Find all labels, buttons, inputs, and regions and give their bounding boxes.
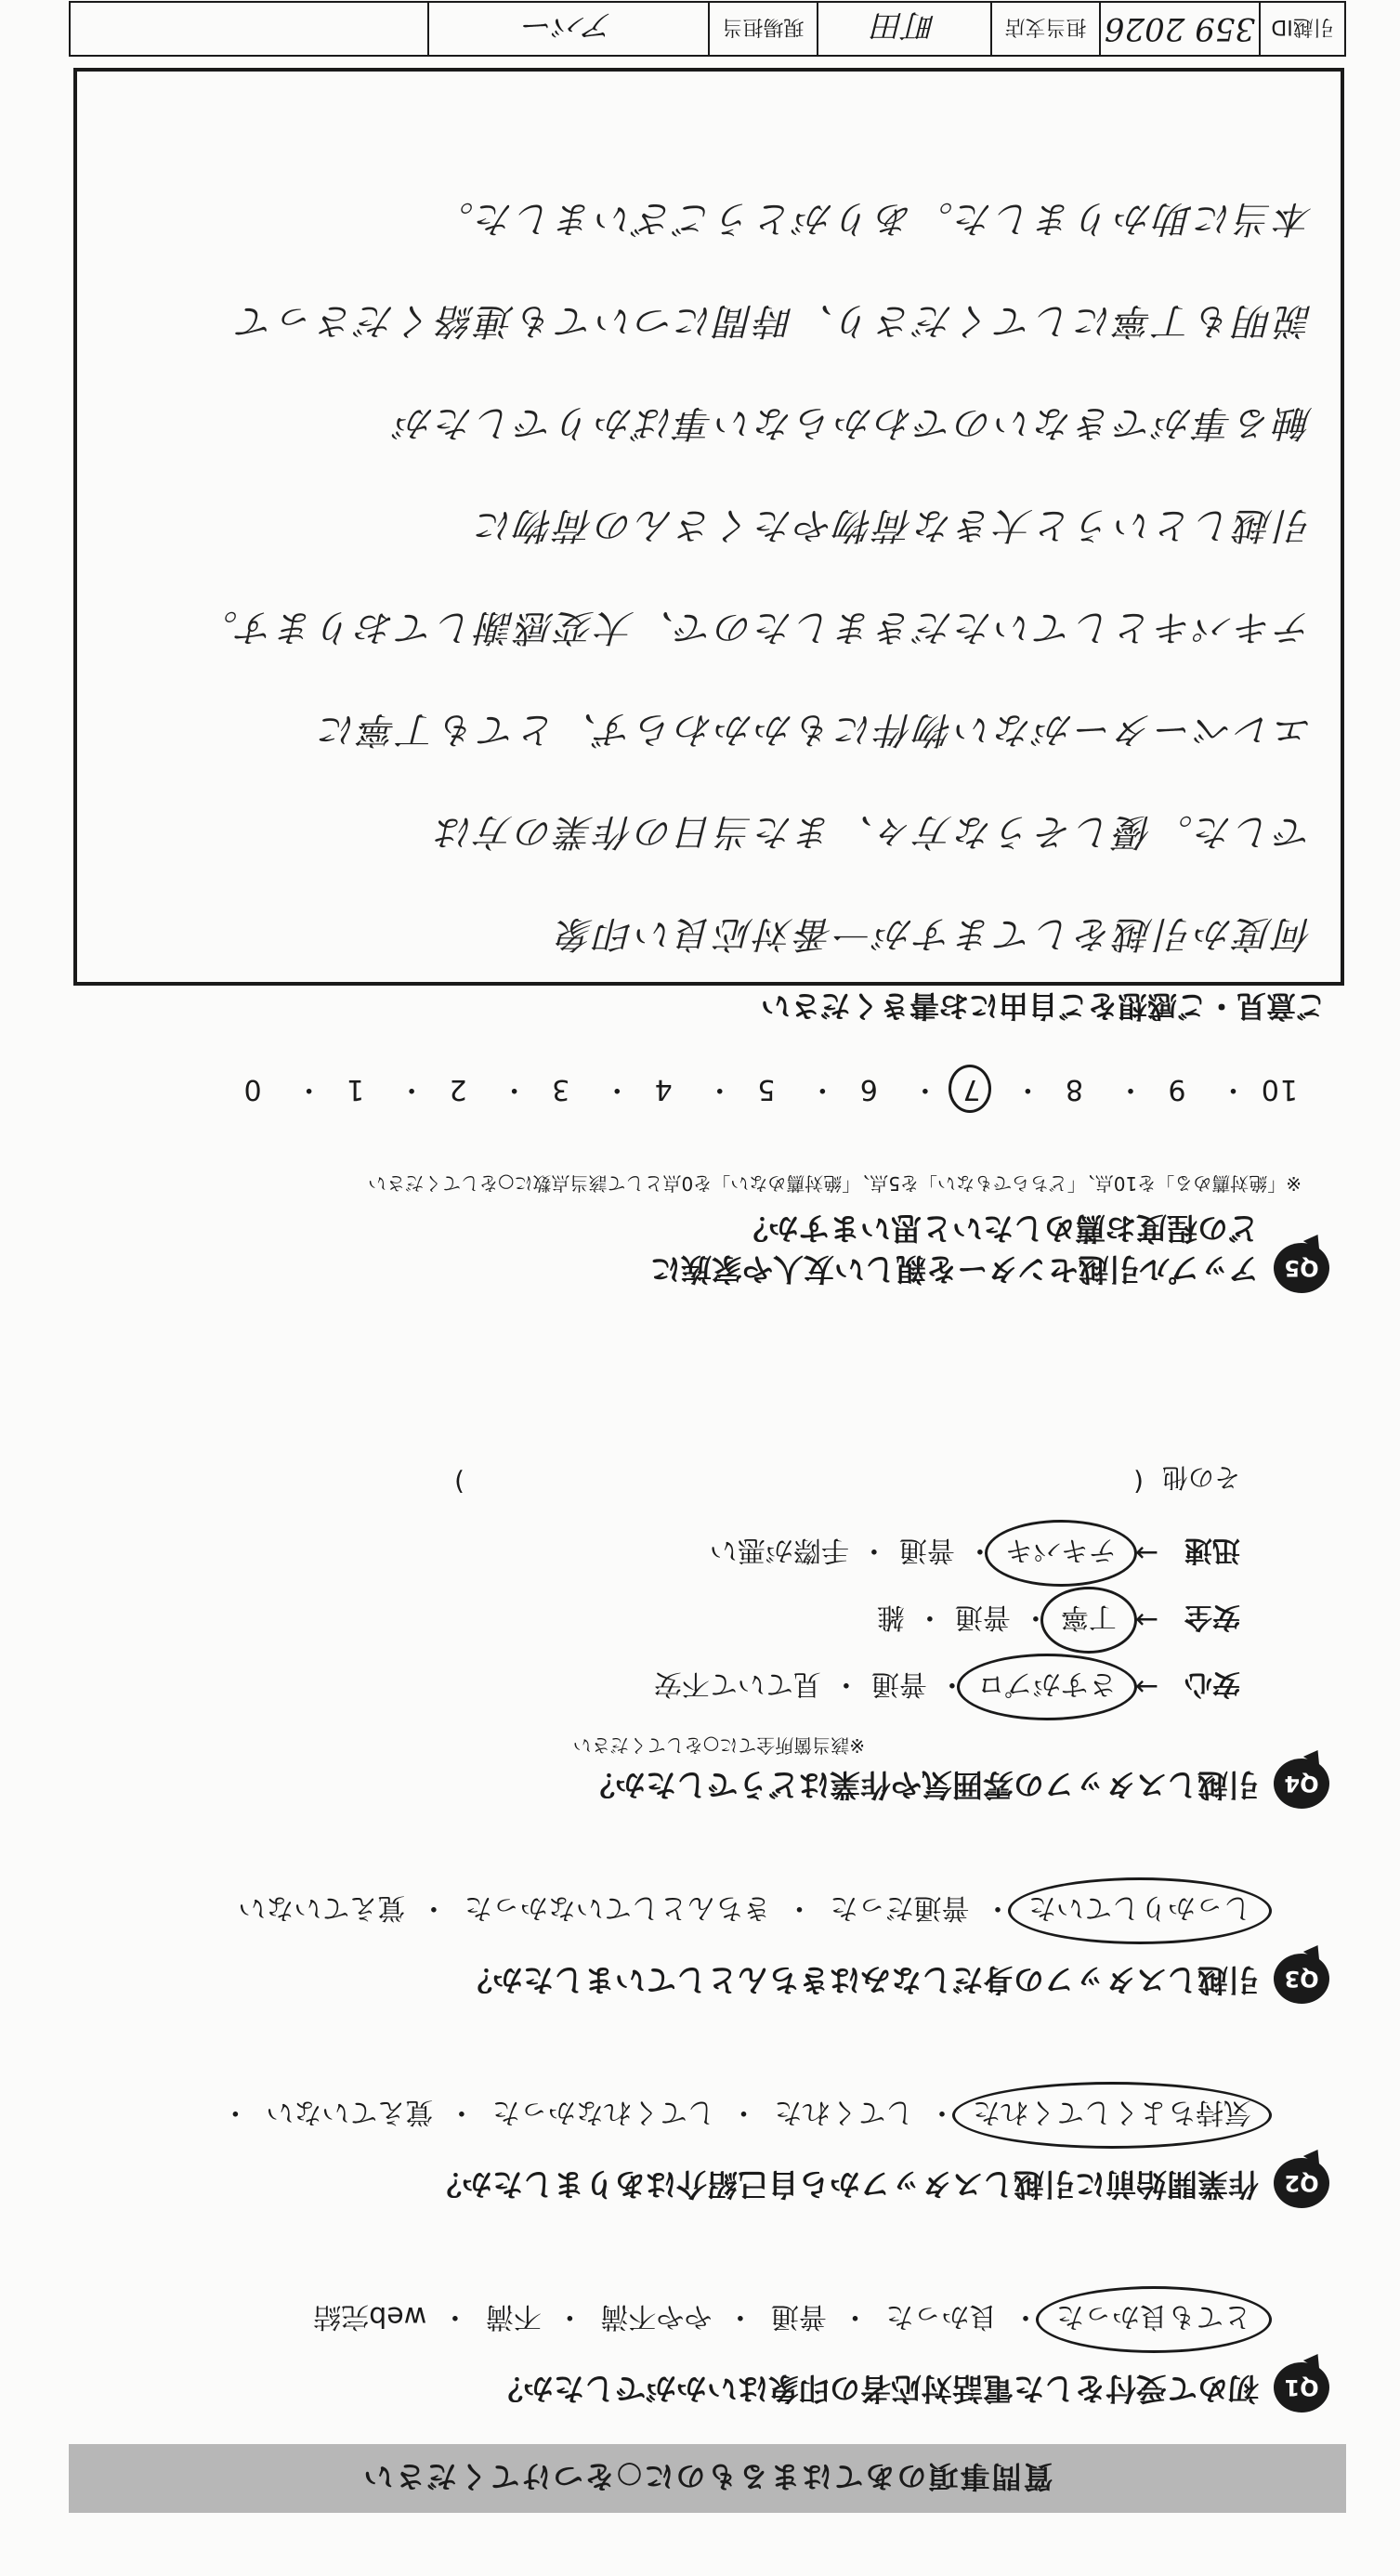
q1-option-4[interactable]: やや不満: [600, 2300, 713, 2333]
rating-scale: 10・ 9・ 8・ 7・ 6・ 5・ 4・ 3・ 2・ 1・ 0: [234, 1072, 1298, 1113]
scale-3[interactable]: 3: [551, 1073, 570, 1105]
scale-5[interactable]: 5: [756, 1073, 776, 1105]
instruction-bar: 質問事項のあてはまるものに○をつけてください: [69, 2444, 1346, 2513]
q1-option-1[interactable]: とても良かった: [1056, 2299, 1251, 2340]
comment-line-4: テキパキとしていただきましたので、大変感謝しております。: [198, 606, 1313, 648]
q4-row-anzen: 安全 → 丁寧 ・ 普通 ・ 雑: [47, 1600, 1240, 1641]
q3-option-1[interactable]: しっかりしていた: [1028, 1890, 1251, 1931]
question-2: [47, 2095, 1329, 2204]
meta-leader-value: アバー: [427, 3, 708, 55]
scale-2[interactable]: 2: [448, 1073, 467, 1105]
meta-leader-label: 現場担当: [708, 3, 817, 55]
q4-note: ※該当箇所全てに○をしてください: [572, 1734, 865, 1757]
q3-option-4[interactable]: 覚えていない: [238, 1891, 406, 1924]
question-1: [47, 2299, 1329, 2409]
meta-branch-value: 町田: [817, 3, 990, 55]
meta-id-label: 引越ID: [1259, 3, 1344, 55]
question-5: [47, 1171, 1329, 1289]
comment-line-6: 触る事ができないのでわからない事ばかりでしたが: [394, 401, 1313, 444]
q4-anshin-opt-2[interactable]: 普通: [870, 1667, 927, 1700]
q4-jinsoku-opt-1[interactable]: テキパキ: [1005, 1533, 1117, 1574]
q4-anzen-opt-3[interactable]: 雑: [876, 1601, 905, 1633]
q2-options: 気持ちよくしてくれた・ してくれた・ してくれなかった・ 覚えていない・: [47, 2095, 1251, 2136]
q1-text: 初めて受付をした電話対応者の印象はいかがでしたか？: [492, 2371, 1259, 2407]
q1-options: とても良かった・ 良かった・ 普通・ やや不満・ 不満・ web完結: [47, 2299, 1251, 2340]
q4-text: 引越しスタッフの雰囲気や作業はどうでしたか？: [584, 1767, 1259, 1803]
q5-text-line-2: どの程度お薦めしたいと思いますか？: [738, 1210, 1259, 1247]
comment-header: ご意見・ご感想をご自由にお書きください: [760, 988, 1326, 1024]
q2-option-4[interactable]: 覚えていない: [266, 2096, 434, 2128]
q4-jinsoku-opt-3[interactable]: 手際が悪い: [709, 1534, 849, 1566]
q4-anzen-opt-1[interactable]: 丁寧: [1061, 1600, 1117, 1641]
q4-anshin-opt-3[interactable]: 見ていて不安: [653, 1667, 821, 1700]
q3-options: しっかりしていた・ 普通だった・ きちんとしていなかった・ 覚えていない: [47, 1890, 1251, 1931]
comment-line-2: でした。優しそうな方々、また当日の作業の方は: [434, 810, 1313, 853]
q4-row-anshin: 安心 → さすがプロ ・ 普通 ・ 見ていて不安: [47, 1667, 1240, 1707]
scale-1[interactable]: 1: [346, 1073, 365, 1105]
q1-option-5[interactable]: 不満: [485, 2300, 542, 2333]
scale-10[interactable]: 10: [1260, 1073, 1298, 1105]
q4-anzen-opt-2[interactable]: 普通: [954, 1601, 1011, 1633]
q4-jinsoku-opt-2[interactable]: 普通: [898, 1534, 955, 1566]
scale-7[interactable]: 7: [952, 1073, 989, 1105]
scale-0[interactable]: 0: [242, 1073, 262, 1105]
q3-option-3[interactable]: きちんとしていなかった: [464, 1891, 771, 1924]
meta-id-value: 359 2026: [1099, 3, 1259, 55]
scale-8[interactable]: 8: [1064, 1073, 1083, 1105]
q1-badge: Q1: [1274, 2362, 1329, 2413]
q4-badge: Q4: [1274, 1759, 1329, 1809]
q2-option-1[interactable]: 気持ちよくしてくれた: [973, 2095, 1251, 2136]
question-3: [47, 1890, 1329, 2000]
comment-box[interactable]: [73, 68, 1344, 986]
scale-9[interactable]: 9: [1167, 1073, 1186, 1105]
q3-text: 引越しスタッフの身だしなみはきちんとしていましたか？: [462, 1962, 1259, 1998]
q2-option-2[interactable]: してくれた: [774, 2096, 914, 2128]
comment-line-3: エレベーターがない物件にもかかわらず、とても丁寧に: [317, 708, 1313, 751]
comment-line-7: 説明も丁寧にしてくださり、時間についても連絡くださって: [234, 299, 1313, 342]
scale-4[interactable]: 4: [653, 1073, 673, 1105]
q4-other[interactable]: その他 ( ): [454, 1462, 1240, 1497]
q5-note: ※「絶対薦める」を10点、「どちらでもない」を5点、「絶対薦めない」を0点として該当点数に○をしてください: [368, 1172, 1302, 1195]
comment-line-5: 引越しというと大きな荷物やたくさんの荷物に: [474, 503, 1313, 546]
q1-option-2[interactable]: 良かった: [885, 2300, 998, 2333]
q3-badge: Q3: [1274, 1954, 1329, 2004]
comment-line-1: 何度か引越をしてますが一番対応良い印象: [554, 912, 1313, 955]
q2-text: 作業開始前に引越しスタッフから自己紹介はありましたか？: [431, 2166, 1259, 2203]
q5-text-line-1: アップル引越センターを親しい友人や家族に: [649, 1251, 1259, 1288]
q5-badge: Q5: [1274, 1243, 1329, 1293]
meta-row: [69, 1, 1346, 57]
q3-option-2[interactable]: 普通だった: [830, 1891, 970, 1924]
q4-row-jinsoku: 迅速 → テキパキ ・ 普通 ・ 手際が悪い: [47, 1533, 1240, 1574]
q2-badge: Q2: [1274, 2158, 1329, 2208]
q2-option-3[interactable]: してくれなかった: [491, 2096, 715, 2128]
scale-6[interactable]: 6: [858, 1073, 878, 1105]
meta-branch-label: 担当支店: [990, 3, 1099, 55]
question-4: [47, 1460, 1329, 1805]
q4-anshin-opt-1[interactable]: さすがプロ: [977, 1667, 1117, 1707]
comment-line-8: 本当に助かりました。ありがとうございました。: [434, 197, 1313, 240]
q1-option-6[interactable]: web完結: [313, 2300, 427, 2333]
meta-blank: [71, 3, 427, 55]
q1-option-3[interactable]: 普通: [770, 2300, 827, 2333]
